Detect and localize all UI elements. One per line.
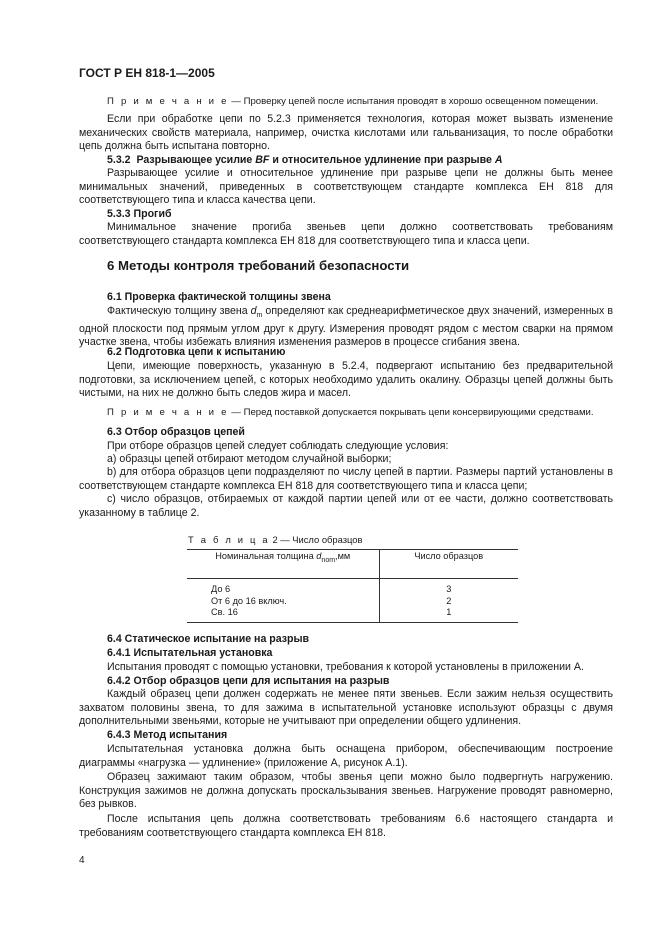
note-label: П р и м е ч а н и е <box>107 407 229 418</box>
table-header-count: Число образцов <box>379 550 518 579</box>
heading-number: 5.3.2 <box>107 154 131 166</box>
header-unit: ,мм <box>335 551 351 561</box>
note-text: — Проверку цепей после испытания проводят в хорошо освещенном помещении. <box>228 96 599 107</box>
paragraph-5-3-3: Минимальное значение прогиба звеньев цепи должно соответствовать требованиям соответствующего стандарта комплекса ЕН 818 для соответствующего типа и класса цепи. <box>79 221 613 247</box>
symbol-d: d <box>316 551 322 561</box>
heading-text-mid: и относительное удлинение при разрыве <box>269 154 495 166</box>
paragraph-6-4-2: Каждый образец цепи должен содержать не менее пяти звеньев. Если зажим нельзя осуществить захватом половины звена, то для зажима в испытательной установке используют образцы с двумя дополнительными звеньями, которые не учитывают при определении общего удлинения. <box>79 688 613 728</box>
paragraph-5-3-2: Разрывающее усилие и относительное удлинение при разрыве цепи не должны быть менее минимальных значений, приведенных в соответствующем стандарте комплекса ЕН 818 для соответствующего типа и класса качества цепи. <box>79 167 613 207</box>
page-number: 4 <box>79 855 85 866</box>
count-value: 2 <box>446 595 452 606</box>
heading-5-3-3: 5.3.3 Прогиб <box>107 208 172 220</box>
heading-6-2: 6.2 Подготовка цепи к испытанию <box>107 346 286 358</box>
document-header: ГОСТ Р ЕН 818-1—2005 <box>79 66 215 80</box>
text-part: Фактическую толщину звена <box>107 305 251 317</box>
table-caption-text: 2 — Число образцов <box>269 534 363 545</box>
symbol-a: A <box>494 154 503 166</box>
list-item-c: с) число образцов, отбираемых от каждой партии цепей или от ее части, должно соответствовать указанному в таблице 2. <box>79 493 613 519</box>
note-preservation <box>107 406 613 420</box>
heading-6-4-3: 6.4.3 Метод испытания <box>107 729 228 741</box>
paragraph-6-4-1: Испытания проводят с помощью установки, требования к которой установлены в приложении А. <box>107 661 584 673</box>
subscript-m: m <box>256 312 263 320</box>
note-label: П р и м е ч а н и е <box>107 96 229 107</box>
note-text: — Перед поставкой допускается покрывать цепи консервирующими средствами. <box>228 407 594 418</box>
paragraph-6-4-3-c: После испытания цепь должна соответствовать требованиям 6.6 настоящего стандарта и требованиям соответствующего стандарта комплекса ЕН 818. <box>79 813 613 839</box>
list-item-a: а) образцы цепей отбирают методом случайной выборки; <box>107 453 392 465</box>
paragraph-cleaning: Если при обработке цепи по 5.2.3 применяется технология, которая может вызвать изменение механических свойств материала, например, очистка кислотами или гальванизация, то после обработки цепь должна быть испытана повторно. <box>79 113 613 153</box>
heading-6-1: 6.1 Проверка фактической толщины звена <box>107 291 331 303</box>
table-header-row <box>187 550 518 579</box>
paragraph-6-2: Цепи, имеющие поверхность, указанную в 5.2.4, подвергают испытанию без предварительной подготовки, за исключением цепей, с которых необходимо удалить окалину. Образцы цепей должны быть чистыми, на них не должно быть следов жира и масел. <box>79 360 613 400</box>
note-inspection <box>107 95 613 109</box>
heading-text-pre: Разрывающее усилие <box>136 154 256 166</box>
thickness-cell <box>187 579 379 623</box>
text-part: определяют как среднеарифметическое двух значений, измеренных в одной плоскости под прямым углом друг к другу. Измерения проводят рядом с местом сварки на прямом участке звена, чтобы избежать влияния изменения размеров в процессе сгибания звена. <box>79 305 613 349</box>
subscript-nom: nom <box>321 556 336 564</box>
heading-6-4-1: 6.4.1 Испытательная установка <box>107 647 273 659</box>
count-value: 1 <box>446 607 452 618</box>
heading-6-3: 6.3 Отбор образцов цепей <box>107 426 245 438</box>
thickness-value: От 6 до 16 включ. <box>211 595 287 606</box>
table-caption <box>188 534 362 545</box>
table-caption-label: Т а б л и ц а <box>188 534 270 545</box>
thickness-value: До 6 <box>211 584 231 594</box>
count-cell <box>379 579 518 623</box>
symbol-bf: BF <box>255 154 270 166</box>
paragraph-6-4-3-a: Испытательная установка должна быть оснащена прибором, обеспечивающим построение диаграммы «нагрузка — удлинение» (приложение А, рисунок А.1). <box>79 743 613 769</box>
samples-table <box>187 549 518 623</box>
heading-6-4-2: 6.4.2 Отбор образцов цепи для испытания на разрыв <box>107 675 390 687</box>
symbol-d: d <box>250 305 257 317</box>
paragraph-6-3-intro: При отборе образцов цепей следует соблюдать следующие условия: <box>107 440 449 452</box>
thickness-value: Св. 16 <box>211 607 238 618</box>
heading-6-4: 6.4 Статическое испытание на разрыв <box>107 633 310 645</box>
table-header-thickness <box>187 550 379 579</box>
section-6-title: 6 Методы контроля требований безопасности <box>107 258 410 273</box>
paragraph-6-4-3-b: Образец зажимают таким образом, чтобы звенья цепи можно было подвергнуть нагружению. Конструкция зажимов не должна допускать проскальзывания звеньев. Нагружение проводят равномерно, без рывков. <box>79 771 613 811</box>
heading-5-3-2 <box>107 154 502 168</box>
table-body-row <box>187 579 518 623</box>
count-value: 3 <box>446 584 452 594</box>
header-text: Номинальная толщина <box>215 551 317 561</box>
list-item-b: b) для отбора образцов цепи подразделяют по числу цепей в партии. Размеры партий установлены в соответствующем стандарте комплекса ЕН 818 для соответствующего типа и класса цепи; <box>79 466 613 492</box>
paragraph-6-1 <box>79 305 613 350</box>
